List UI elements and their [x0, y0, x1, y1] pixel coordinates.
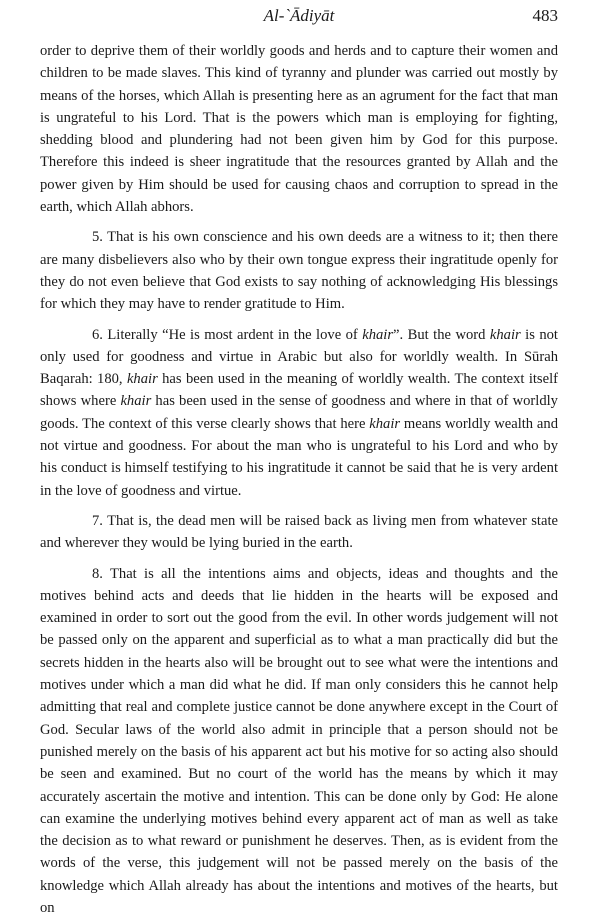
note-6-text-3: is not only used for goodness and virtue in Arabic but also for worldly wealth. In Sūrah Baqarah: 180, — [40, 326, 558, 388]
note-8: 8. That is all the intentions aims and objects, ideas and thoughts and the motives behind acts and deeds that lie hidden in the hearts will be exposed and examined in order to sort out the good from the evil. In other words judgement will not be passed only on the apparent and superficial as to what a man practically did but the secrets hidden in the hearts also will be brought out to see what were the intentions and motives under which a man did what he did. If man only considers this he cannot help admitting that real and complete justice cannot be done anywhere except in the Court of God. Secular laws of the world also admit in principle that a person should not be punished merely on the basis of his apparent act but his motive for so acting also should be seen and examined. But no court of the world has the means by which it may accurately ascertain the motive and intention. This can be done only by God: He alone can examine the underlying motives behind every apparent act of man as well as take the decision as to what reward or punishment he deserves. Then, as is evident from the words of the verse, this judgement will not be passed merely on the basis of the knowledge which Allah already has about the intentions and motives of the hearts, but on — [40, 565, 558, 916]
note-6-text-1: 6. Literally “He is most ardent in the love of — [92, 326, 363, 343]
note-5: 5. That is his own conscience and his own deeds are a witness to it; then there are many disbelievers also who by their own tongue express their ingratitude openly for they do not even believe that God exists to say nothing of acknowledging His blessings for which they may have to render gratitude to Him. — [40, 229, 558, 313]
note-6-text-2: ”. But the word — [393, 326, 490, 343]
page-number: 483 — [532, 6, 558, 25]
commentary-body — [40, 40, 558, 919]
note-7: 7. That is, the dead men will be raised back as living men from whatever state and wherever they would be lying buried in the earth. — [40, 512, 558, 552]
note-6-text-4: has been used in the meaning of worldly wealth. The context itself shows where — [40, 371, 558, 410]
khair-term: khair — [120, 393, 152, 410]
khair-term: khair — [362, 326, 394, 343]
khair-term: khair — [126, 371, 158, 388]
running-title: Al-`Ādiyāt — [263, 6, 335, 25]
khair-term: khair — [489, 326, 521, 343]
note-6-text-6: means worldly wealth and not virtue and goodness. For about the man who is ungrateful to his Lord and who by his conduct is himself testifying to his ingratitude it cannot be said that he is very ardent in the love of goodness and virtue. — [40, 415, 558, 499]
continued-paragraph: order to deprive them of their worldly goods and herds and to capture their women and children to be made slaves. This kind of tyranny and plunder was carried out mostly by means of the horses, which Allah is presenting here as an agrument for the fact that man is ungrateful to his Lord. That is the powers which man is employing for fighting, shedding blood and plundering had not been given him by God for this purpose. Therefore this indeed is sheer ingratitude that the resources granted by Allah and the power given by Him should be used for causing chaos and corruption to spread in the earth, which Allah abhors. — [40, 43, 558, 216]
note-6-text-5: has been used in the sense of goodness and where in that of worldly goods. The context of this verse clearly shows that here — [40, 393, 558, 432]
note-6 — [40, 324, 558, 502]
khair-term: khair — [369, 415, 401, 432]
page-header — [40, 6, 558, 30]
